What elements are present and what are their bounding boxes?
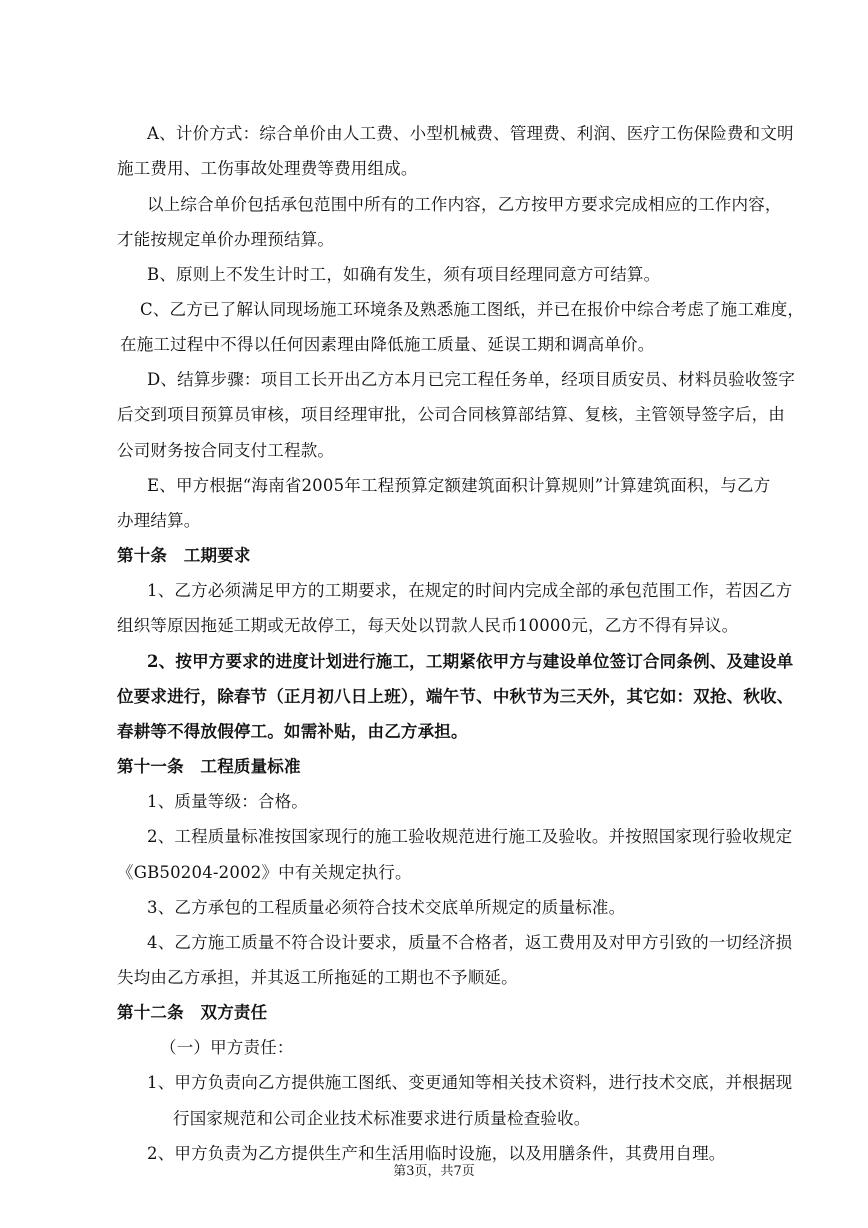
text-line: 失均由乙方承担，并其返工所拖延的工期也不予顺延。 [117, 968, 518, 987]
text-line: 2、按甲方要求的进度计划进行施工，工期紧依甲方与建设单位签订合同条例、及建设单 [147, 652, 794, 671]
text-line: 1、甲方负责向乙方提供施工图纸、变更通知等相关技术资料，进行技术交底，并根据现 [147, 1073, 793, 1092]
text-line: 行国家规范和公司企业技术标准要求进行质量检查验收。 [173, 1109, 591, 1128]
text-line: 1、质量等级：合格。 [147, 792, 308, 811]
text-line: 1、乙方必须满足甲方的工期要求，在规定的时间内完成全部的承包范围工作，若因乙方 [147, 581, 793, 600]
text-line: B、原则上不发生计时工，如确有发生，须有项目经理同意方可结算。 [147, 265, 661, 284]
section-heading: 第十一条 工程质量标准 [117, 757, 301, 776]
section-heading: 第十条 工期要求 [117, 546, 251, 565]
text-line: 春耕等不得放假停工。如需补贴，由乙方承担。 [117, 722, 468, 741]
page-footer: 第3页，共7页 [393, 1164, 475, 1179]
section-heading: 第十二条 双方责任 [117, 1003, 268, 1022]
text-line: 才能按规定单价办理预结算。 [117, 230, 335, 249]
text-line: C、乙方已了解认同现场施工环境条及熟悉施工图纸，并已在报价中综合考虑了施工难度， [140, 300, 805, 319]
text-line: D、结算步骤：项目工长开出乙方本月已完工程任务单，经项目质安员、材料员验收签字 [147, 370, 796, 389]
text-line: 2、甲方负责为乙方提供生产和生活用临时设施，以及用膳条件，其费用自理。 [147, 1144, 726, 1163]
text-line: 3、乙方承包的工程质量必须符合技术交底单所规定的质量标准。 [147, 898, 626, 917]
text-line: 施工费用、工伤事故处理费等费用组成。 [117, 159, 418, 178]
text-line: 《GB50204-2002》中有关规定执行。 [117, 863, 412, 882]
text-line: 公司财务按合同支付工程款。 [117, 441, 335, 460]
text-line: 位要求进行，除春节（正月初八日上班），端午节、中秋节为三天外，其它如：双抢、秋收、 [117, 687, 794, 706]
text-line: 在施工过程中不得以任何因素理由降低施工质量、延误工期和调高单价。 [120, 335, 655, 354]
text-line: A、计价方式：综合单价由人工费、小型机械费、管理费、利润、医疗工伤保险费和文明 [147, 124, 794, 143]
text-line: 以上综合单价包括承包范围中所有的工作内容，乙方按甲方要求完成相应的工作内容， [147, 195, 782, 214]
text-line: （一）甲方责任： [160, 1038, 294, 1057]
text-line: 后交到项目预算员审核，项目经理审批，公司合同核算部结算、复核，主管领导签字后，由 [117, 405, 785, 424]
text-line: 2、工程质量标准按国家现行的施工验收规范进行施工及验收。并按照国家现行验收规定 [147, 827, 793, 846]
text-line: 4、乙方施工质量不符合设计要求，质量不合格者，返工费用及对甲方引致的一切经济损 [147, 933, 793, 952]
text-line: 组织等原因拖延工期或无故停工，每天处以罚款人民币10000元，乙方不得有异议。 [117, 616, 739, 635]
text-line: 办理结算。 [117, 511, 201, 530]
text-line: E、甲方根据“海南省2005年工程预算定额建筑面积计算规则”计算建筑面积，与乙方 [147, 476, 771, 495]
